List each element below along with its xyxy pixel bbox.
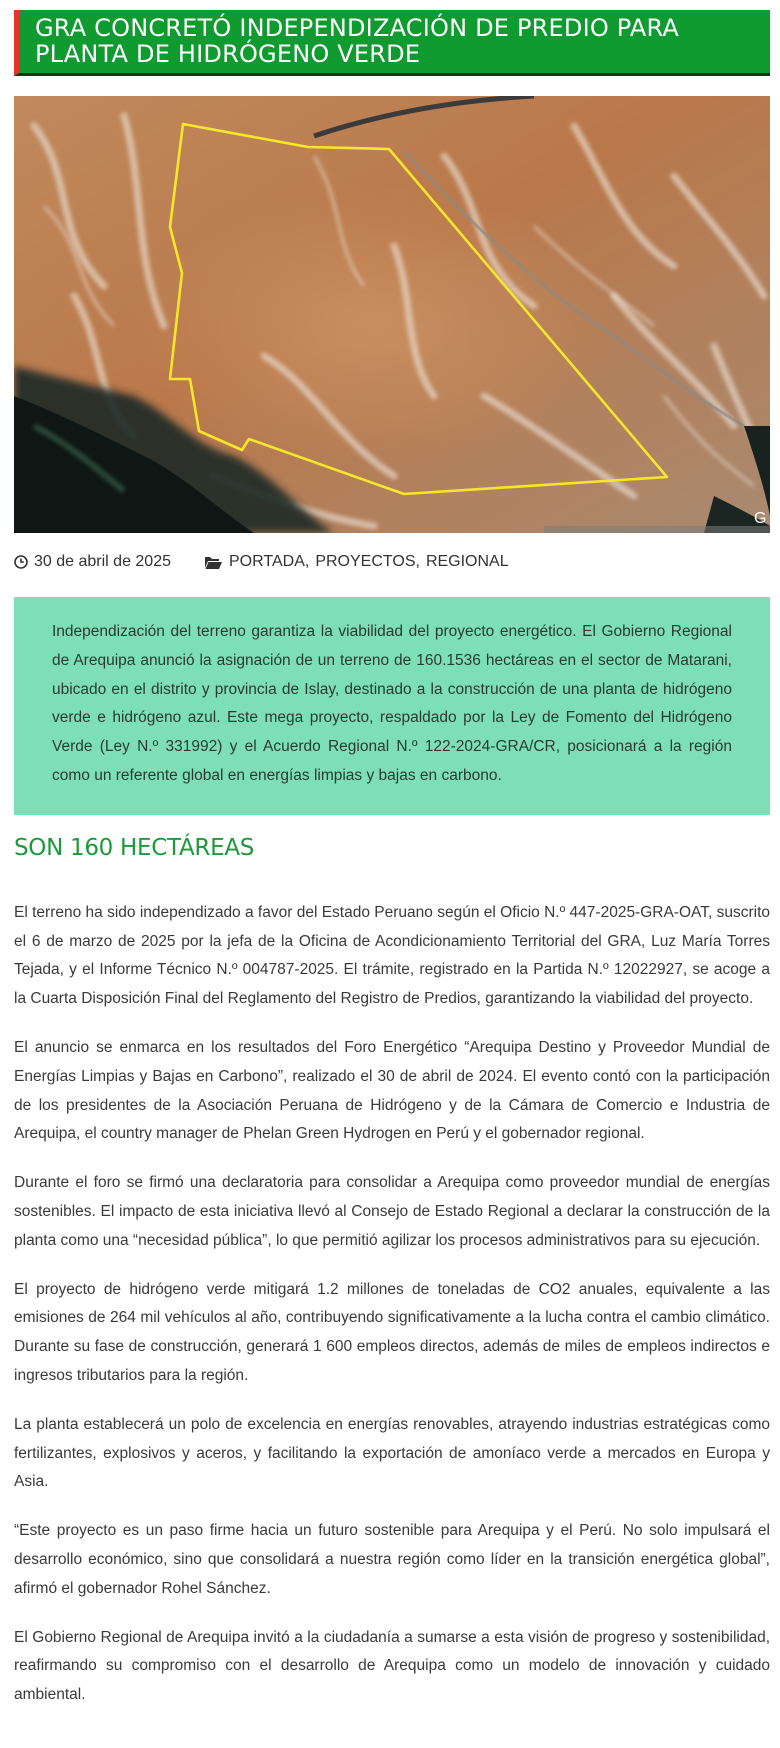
category-link-proyectos[interactable]: PROYECTOS, <box>315 553 420 570</box>
category-link-portada[interactable]: PORTADA, <box>229 553 310 570</box>
article-title-bar <box>14 10 770 76</box>
body-paragraph: Durante el foro se firmó una declaratoria para consolidar a Arequipa como proveedor mundial de energías sostenibles. El impacto de esta iniciativa llevó al Consejo de Estado Regional a declarar la construcción de la planta como una “necesidad pública”, lo que permitió agilizar los procesos administrativos para su ejecución. <box>14 1174 770 1249</box>
clock-icon <box>14 555 28 569</box>
categories-block <box>204 553 515 571</box>
date-block <box>14 553 171 571</box>
map-watermark: G <box>754 510 767 527</box>
article-image[interactable] <box>14 96 770 533</box>
body-paragraph: La planta establecerá un polo de excelencia en energías renovables, atrayendo industrias estratégicas como fertilizantes, explosivos y aceros, y facilitando la exportación de amoníaco verde a mercados en Europa y Asia. <box>14 1415 770 1491</box>
lead-text: Independización del terreno garantiza la viabilidad del proyecto energético. El Gobierno Regional de Arequipa anunció la asignación de un terreno de 160.1536 hectáreas en el sector de Matarani, ubicado en el distrito y provincia de Islay, destinado a la construcción de una planta de hidrógeno verde e hidrógeno azul. Este mega proyecto, respaldado por la Ley de Fomento del Hidrógeno Verde (Ley N.º 331992) y el Acuerdo Regional N.º 122-2024-GRA/CR, posicionará a la región como un referente global en energías limpias y bajas en carbono. <box>52 623 732 784</box>
article-title: GRA CONCRETÓ INDEPENDIZACIÓN DE PREDIO PARA PLANTA DE HIDRÓGENO VERDE <box>35 14 680 68</box>
body-paragraph: El terreno ha sido independizado a favor del Estado Peruano según el Oficio N.º 447-2025-GRA-OAT, suscrito el 6 de marzo de 2025 por la jefa de la Oficina de Acondicionamiento Territorial del GRA, Luz María Torres Tejada, y el Informe Técnico N.º 004787-2025. El trámite, registrado en la Partida N.º 12022927, se acoge a la Cuarta Disposición Final del Reglamento del Registro de Predios, garantizando la viabilidad del proyecto. <box>14 903 770 1008</box>
satellite-map-image <box>14 96 770 533</box>
lead-box <box>14 597 770 815</box>
article <box>14 10 770 1710</box>
body-paragraph: “Este proyecto es un paso firme hacia un futuro sostenible para Arequipa y el Perú. No solo impulsará el desarrollo económico, sino que consolidará a nuestra región como líder en la transición energética global”, afirmó el gobernador Rohel Sánchez. <box>14 1522 770 1597</box>
category-link-regional[interactable]: REGIONAL <box>425 553 509 570</box>
article-body <box>14 899 770 1710</box>
body-paragraph: El Gobierno Regional de Arequipa invitó a la ciudadanía a sumarse a esta visión de progreso y sostenibilidad, reafirmando su compromiso con el desarrollo de Arequipa como un modelo de innovación y cuidado ambiental. <box>14 1628 770 1704</box>
body-paragraph: El proyecto de hidrógeno verde mitigará 1.2 millones de toneladas de CO2 anuales, equivalente a las emisiones de 264 mil vehículos al año, contribuyendo significativamente a la lucha contra el cambio climático. Durante su fase de construcción, generará 1 600 empleos directos, además de miles de empleos indirectos e ingresos tributarios para la región. <box>14 1280 770 1384</box>
folder-open-icon <box>204 555 223 570</box>
publish-date: 30 de abril de 2025 <box>34 553 171 570</box>
body-paragraph: El anuncio se enmarca en los resultados del Foro Energético “Arequipa Destino y Proveedor Mundial de Energías Limpias y Bajas en Carbono”, realizado el 30 de abril de 2024. El evento contó con la participación de los presidentes de la Asociación Peruana de Hidrógeno y de la Cámara de Comercio e Industria de Arequipa, el country manager de Phelan Green Hydrogen en Perú y el gobernador regional. <box>14 1038 770 1143</box>
article-meta <box>14 551 770 573</box>
section-subheading: SON 160 HECTÁREAS <box>14 834 255 861</box>
